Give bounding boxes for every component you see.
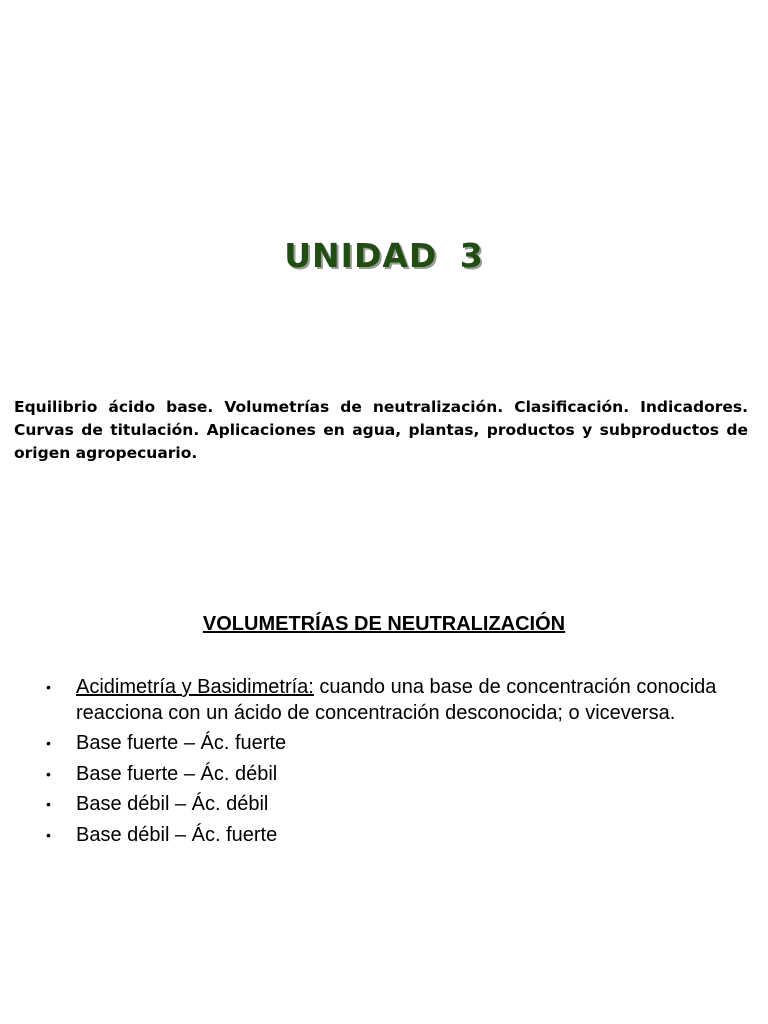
- list-item: [46, 731, 736, 757]
- list-item: [46, 792, 736, 818]
- bullet-icon: •: [46, 679, 51, 695]
- bullet-icon: •: [46, 796, 51, 812]
- bullet-text: cuando una base de concentración conocida reacciona con un ácido de concentración desconocida; o viceversa.: [76, 676, 717, 724]
- bullet-text: Base débil – Ác. débil: [76, 793, 269, 815]
- bullet-term: Acidimetría y Basidimetría:: [76, 676, 314, 698]
- bullet-icon: •: [46, 765, 51, 782]
- bullet-text: Base fuerte – Ác. fuerte: [76, 732, 287, 754]
- list-item: [46, 762, 736, 788]
- bullet-list: [46, 675, 736, 853]
- list-item: [46, 675, 736, 726]
- list-item: [46, 823, 736, 849]
- section-title: VOLUMETRÍAS DE NEUTRALIZACIÓN: [202, 613, 566, 635]
- bullet-text: Base débil – Ác. fuerte: [76, 823, 278, 846]
- unit-title: UNIDAD 3: [284, 236, 484, 275]
- bullet-icon: •: [46, 826, 51, 843]
- unit-summary: Equilibrio ácido base. Volumetrías de neutralización. Clasificación. Indicadores. Curvas de titulación. Aplicaciones en agua, plantas, productos y subproductos de origen agropecuario.: [14, 398, 748, 462]
- bullet-text: Base fuerte – Ác. débil: [76, 762, 278, 785]
- bullet-icon: •: [46, 735, 51, 751]
